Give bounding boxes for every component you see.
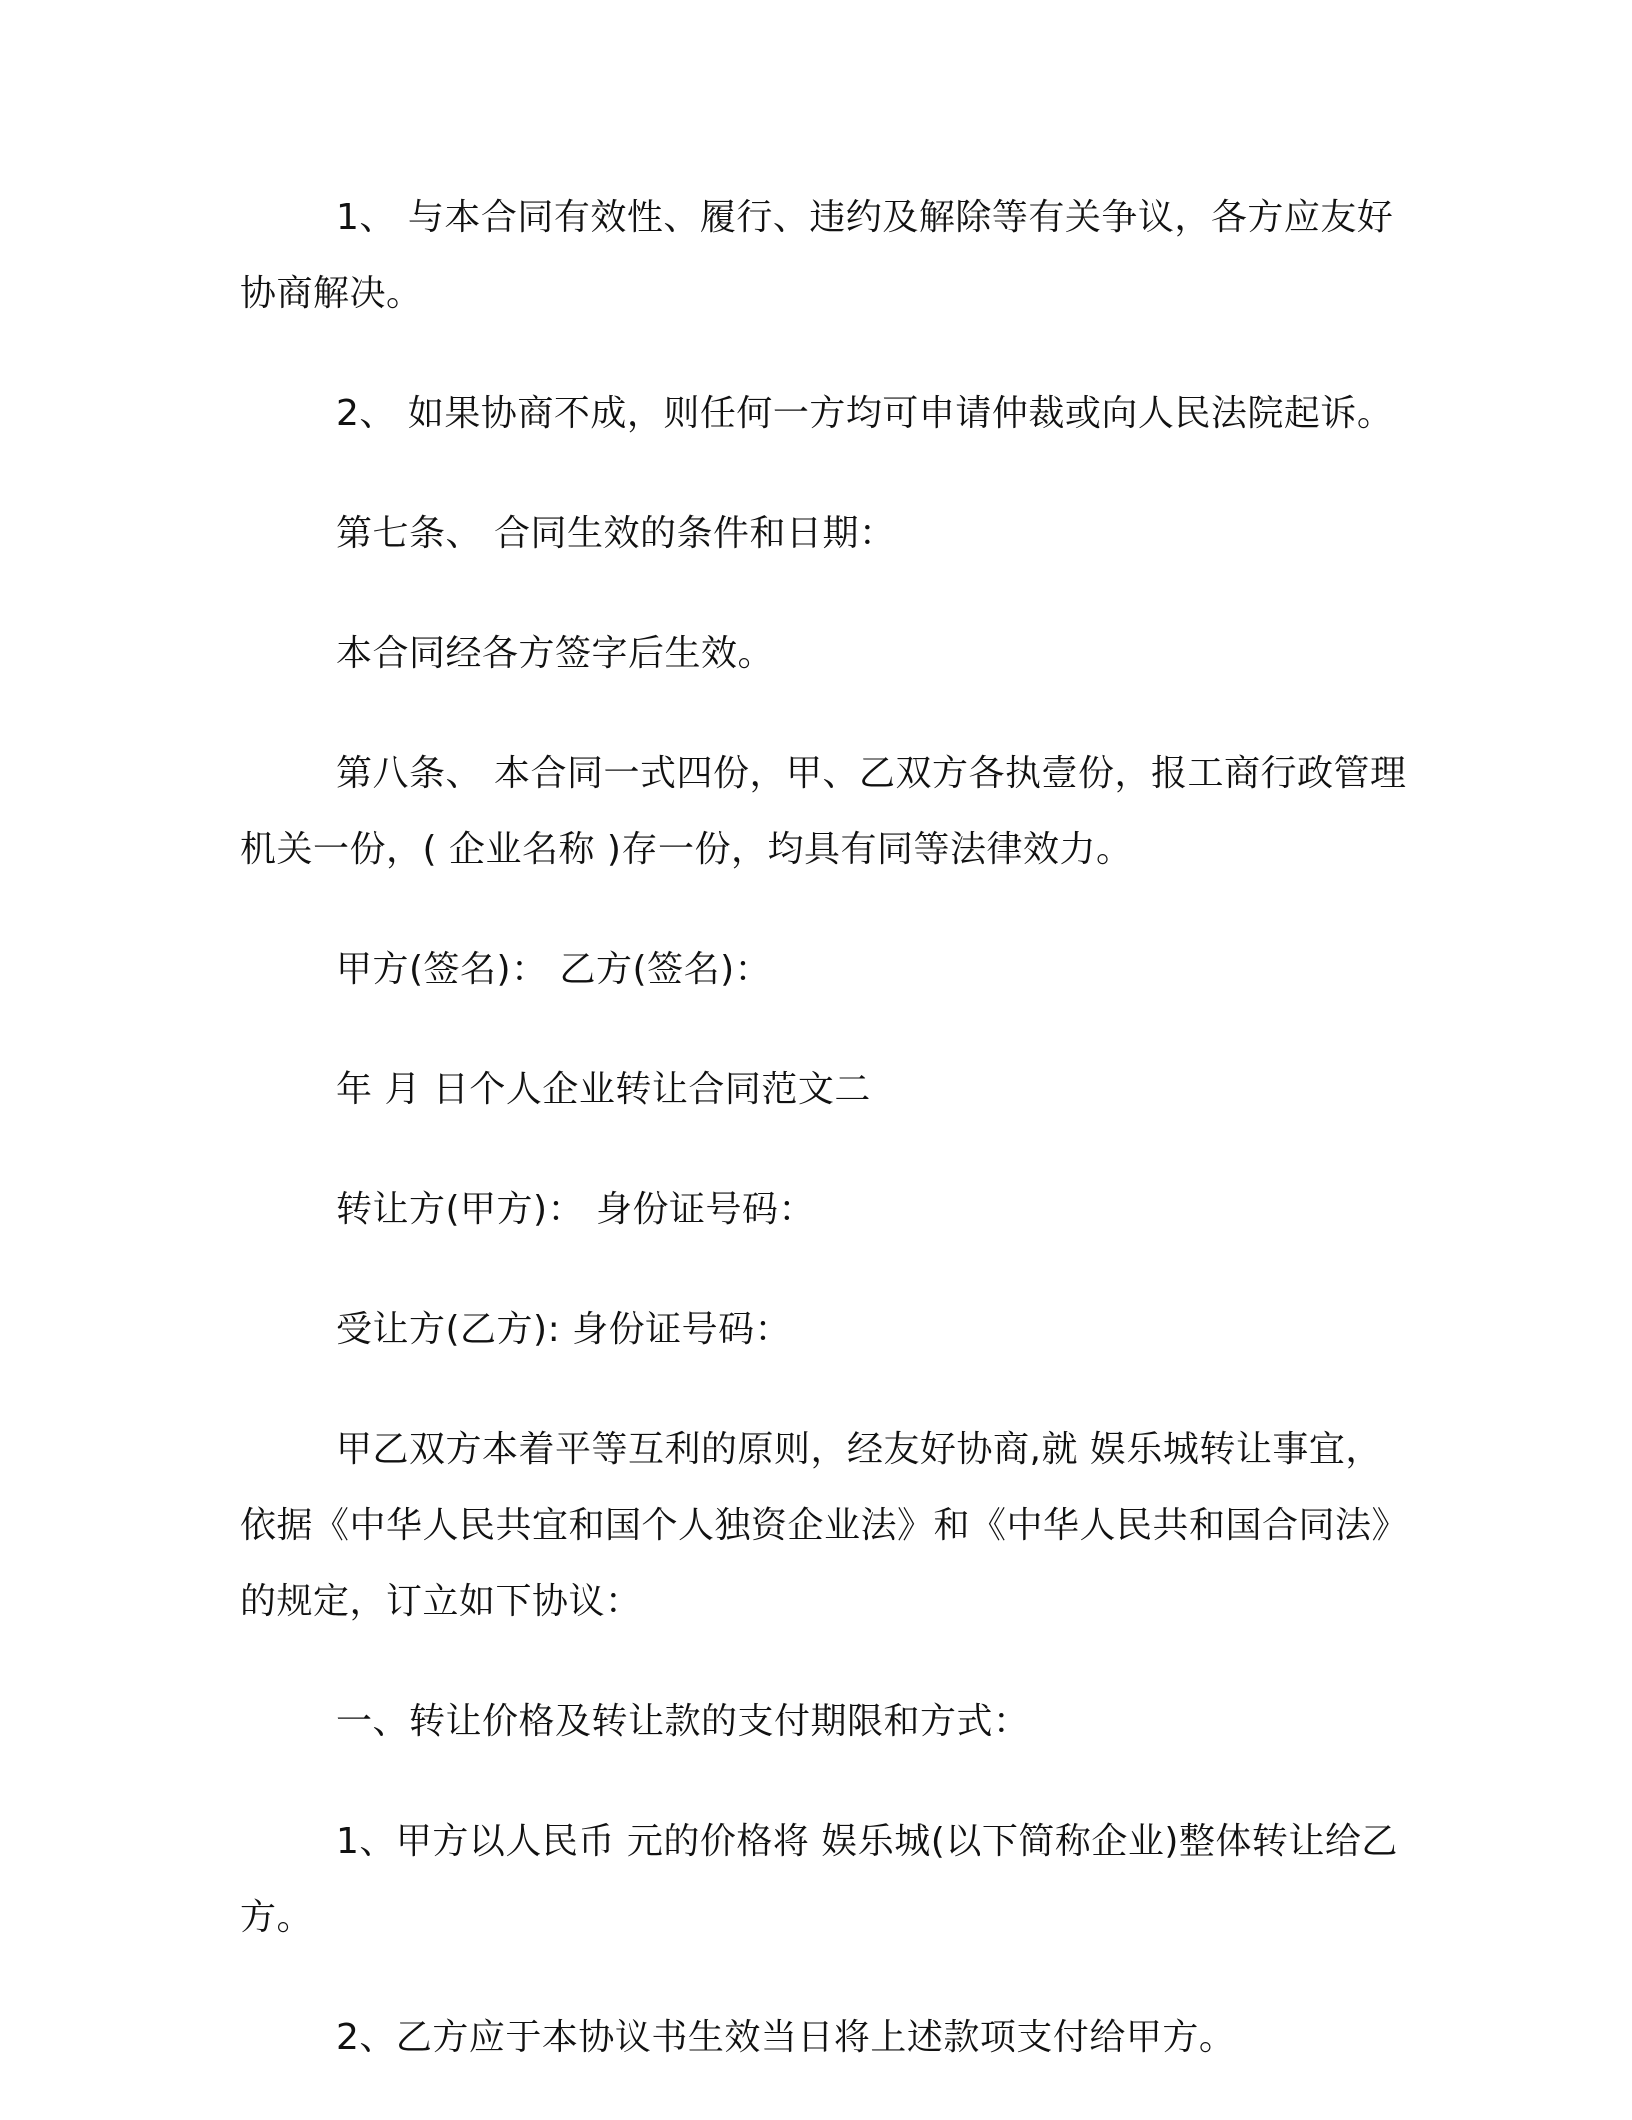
clause-dispute-negotiation: 1、 与本合同有效性、履行、违约及解除等有关争议，各方应友好协商解决。 xyxy=(240,197,1394,314)
transferee-line: 受让方(乙方): 身份证号码： xyxy=(336,1309,792,1350)
document-body xyxy=(240,180,1408,2120)
section-one-item-1: 1、甲方以人民币 元的价格将 娱乐城(以下简称企业)整体转让给乙方。 xyxy=(240,1821,1398,1938)
section-one-heading: 一、转让价格及转让款的支付期限和方式： xyxy=(336,1701,1030,1742)
signature-line: 甲方(签名)： 乙方(签名)： xyxy=(336,949,772,990)
transferor-line: 转让方(甲方)： 身份证号码： xyxy=(336,1189,816,1230)
preamble-paragraph: 甲乙双方本着平等互利的原则，经友好协商,就 娱乐城转让事宜，依据《中华人民共宜和国个人独资企业法》和《中华人民共和国合同法》的规定，订立如下协议： xyxy=(240,1429,1409,1622)
date-and-second-template-title: 年 月 日个人企业转让合同范文二 xyxy=(336,1069,871,1110)
article-seven-heading: 第七条、 合同生效的条件和日期： xyxy=(336,513,896,554)
section-one-item-2: 2、乙方应于本协议书生效当日将上述款项支付给甲方。 xyxy=(336,2017,1236,2058)
article-eight-text: 第八条、 本合同一式四份，甲、乙双方各执壹份，报工商行政管理机关一份，( 企业名称 )存一份，均具有同等法律效力。 xyxy=(240,753,1407,870)
clause-dispute-arbitration: 2、 如果协商不成，则任何一方均可申请仲裁或向人民法院起诉。 xyxy=(336,393,1394,434)
article-seven-text: 本合同经各方签字后生效。 xyxy=(336,633,775,674)
